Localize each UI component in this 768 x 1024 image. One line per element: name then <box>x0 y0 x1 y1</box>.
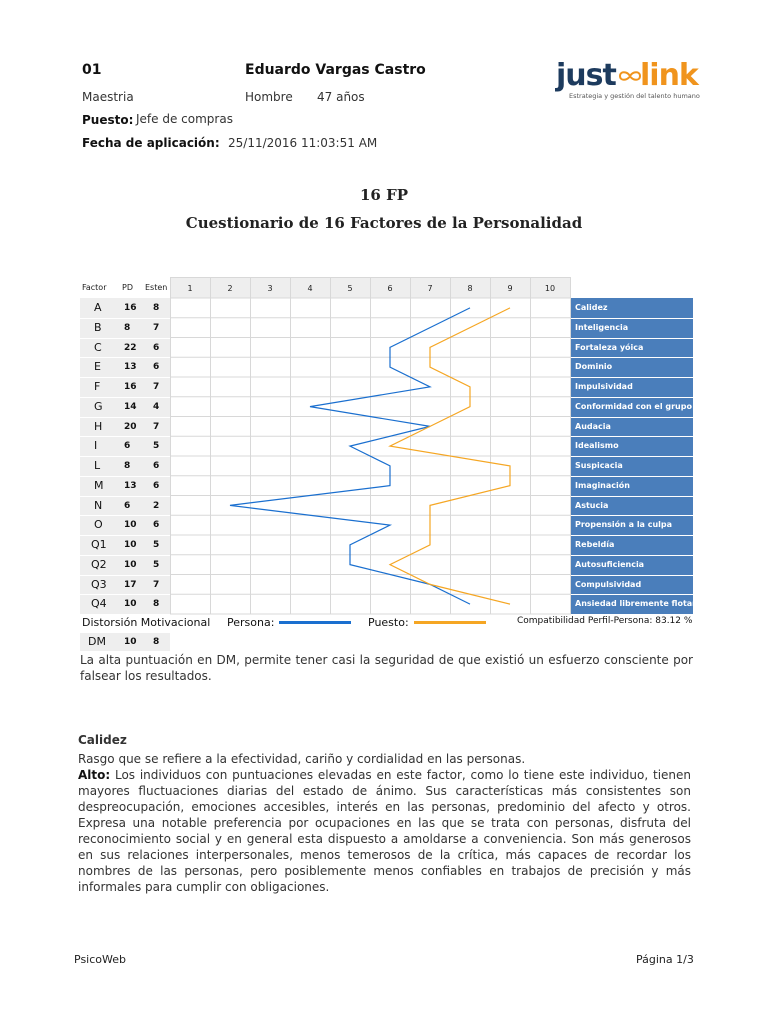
factor-esten: 7 <box>153 382 160 392</box>
compatibility-value: Compatibilidad Perfil-Persona: 83.12 % <box>517 616 693 626</box>
factor-esten: 6 <box>153 461 160 471</box>
factor-pd: 10 <box>124 559 137 570</box>
col-header-pd: PD <box>122 283 133 292</box>
row-separator <box>80 397 170 398</box>
alto-label: Alto: <box>78 768 111 782</box>
logo-tagline: Estrategia y gestión del talento humano <box>569 92 700 100</box>
label-separator <box>571 594 693 595</box>
label-separator <box>571 535 693 536</box>
factor-code: N <box>94 498 103 512</box>
company-logo <box>556 58 701 108</box>
row-separator <box>80 535 170 536</box>
factor-pd: 10 <box>124 520 137 531</box>
age: 47 años <box>317 90 365 104</box>
factor-esten: 8 <box>153 303 160 313</box>
dm-pd: 10 <box>124 637 137 647</box>
factor-pd: 10 <box>124 540 137 550</box>
factor-pd: 8 <box>124 461 131 471</box>
row-separator <box>80 417 170 418</box>
factor-code: O <box>94 518 103 532</box>
factor-esten: 6 <box>153 520 160 531</box>
label-separator <box>571 397 693 398</box>
scale-tick-label: 8 <box>467 284 473 293</box>
factor-label: Imaginación <box>575 480 630 490</box>
factor-esten: 5 <box>153 441 160 452</box>
report-title: 16 FP <box>359 186 409 204</box>
factor-esten: 6 <box>153 362 160 373</box>
row-separator <box>80 338 170 339</box>
col-header-esten: Esten <box>145 283 168 292</box>
dm-esten: 8 <box>153 637 160 647</box>
row-separator <box>80 318 170 319</box>
factor-label: Propensión a la culpa <box>575 520 673 530</box>
factor-label: Dominio <box>575 362 613 372</box>
factor-label: Astucia <box>575 500 609 510</box>
factor-code: B <box>94 320 102 334</box>
factor-pd: 10 <box>124 599 137 610</box>
factor-code: I <box>94 439 98 453</box>
factor-pd: 22 <box>124 342 137 353</box>
factor-label: Idealismo <box>575 441 619 451</box>
factor-pd: 14 <box>124 401 137 412</box>
factor-pd: 17 <box>124 579 137 590</box>
puesto-label: Puesto: <box>82 113 134 127</box>
factor-label: Autosuficiencia <box>575 559 645 569</box>
factor-pd: 13 <box>124 362 137 373</box>
row-separator <box>80 496 170 497</box>
label-separator <box>571 318 693 319</box>
factor-code: E <box>94 360 101 374</box>
factor-label: Inteligencia <box>575 322 629 332</box>
label-separator <box>571 436 693 437</box>
factor-code: Q1 <box>91 538 107 551</box>
puesto-value: Jefe de compras <box>136 112 233 126</box>
factor-esten: 5 <box>153 559 160 570</box>
report-subtitle: Cuestionario de 16 Factores de la Personalidad <box>185 214 583 232</box>
factor-code: G <box>94 399 103 413</box>
record-id: 01 <box>82 62 102 78</box>
legend-persona-swatch <box>279 621 351 624</box>
factor-code: Q2 <box>91 557 107 571</box>
factor-pd: 20 <box>124 421 137 432</box>
distortion-label: Distorsión Motivacional <box>82 616 211 629</box>
row-separator <box>80 456 170 457</box>
factor-label: Ansiedad libremente flotante <box>575 599 708 609</box>
factor-code: A <box>94 301 102 314</box>
alto-text: Los individuos con puntuaciones elevadas en este factor, como lo tiene este individuo, tienen mayores fluctuaciones diarias del estado de ánimo. Sus características más consistentes son despreocupación, emociones accesibles, interés en las personas, predominio del afecto y otros. Expresa una notable preferencia por ocupaciones en las que se trata con personas, disfruta del reconocimiento social y en general esta dispuesto a amoldarse a conveniencia. Son más generosos en sus relaciones interpersonales, menos temerosos de la crítica, más capaces de recordar los nombres de las personas, pero posiblemente menos confiables en trabajos de precisión y más informales para cumplir con obligaciones. <box>78 768 691 894</box>
row-separator <box>80 515 170 516</box>
scale-tick-label: 3 <box>267 284 273 293</box>
factor-code: H <box>94 419 103 433</box>
section-intro: Rasgo que se refiere a la efectividad, cariño y cordialidad en las personas. <box>78 752 526 766</box>
scale-tick-label: 2 <box>227 284 233 293</box>
factor-esten: 8 <box>153 599 160 610</box>
factor-code: C <box>94 340 102 354</box>
label-separator <box>571 377 693 378</box>
col-header-factor: Factor <box>82 283 107 292</box>
factor-pd: 16 <box>124 303 137 313</box>
dm-note: La alta puntuación en DM, permite tener casi la seguridad de que existió un esfuerzo consciente por falsear los resultados. <box>80 653 693 683</box>
label-separator <box>571 357 693 358</box>
scale-tick-label: 6 <box>387 284 393 293</box>
scale-tick-label: 5 <box>347 284 353 293</box>
factor-esten: 7 <box>153 322 160 333</box>
factor-esten: 7 <box>153 421 160 432</box>
factor-code: L <box>94 459 101 472</box>
section-title: Calidez <box>78 733 127 747</box>
fecha-value: 25/11/2016 11:03:51 AM <box>228 136 378 150</box>
label-separator <box>571 456 693 457</box>
factor-code: Q4 <box>91 597 107 611</box>
factor-code: M <box>94 478 104 492</box>
label-separator <box>571 555 693 556</box>
row-separator <box>80 575 170 576</box>
legend-persona-label: Persona: <box>227 616 275 629</box>
factor-pd: 6 <box>124 441 131 452</box>
footer-brand: PsicoWeb <box>74 953 126 966</box>
footer-page: Página 1/3 <box>636 953 694 966</box>
infinity-icon <box>618 70 642 82</box>
factor-esten: 5 <box>153 540 160 550</box>
factor-esten: 6 <box>153 480 160 491</box>
factor-label: Calidez <box>575 303 608 312</box>
row-separator <box>80 377 170 378</box>
label-separator <box>571 417 693 418</box>
factor-esten: 7 <box>153 579 160 590</box>
scale-tick-label: 9 <box>507 284 513 293</box>
factor-pd: 6 <box>124 500 131 511</box>
factor-esten: 6 <box>153 342 160 353</box>
legend-puesto-swatch <box>414 621 486 624</box>
profile-chart <box>170 277 571 615</box>
section-body <box>78 767 691 895</box>
dm-factor: DM <box>88 635 106 648</box>
label-separator <box>571 476 693 477</box>
row-separator <box>80 357 170 358</box>
factor-label: Impulsividad <box>575 382 633 391</box>
logo-word-just: just <box>556 58 616 93</box>
factor-pd: 13 <box>124 480 137 491</box>
factor-code: Q3 <box>91 577 107 591</box>
factor-pd: 16 <box>124 382 137 392</box>
person-name: Eduardo Vargas Castro <box>245 62 426 78</box>
label-separator <box>571 496 693 497</box>
row-separator <box>80 555 170 556</box>
factor-esten: 4 <box>153 401 160 412</box>
factor-label: Fortaleza yóica <box>575 342 644 352</box>
logo-word-link: link <box>640 58 698 93</box>
factor-code: F <box>94 380 101 393</box>
label-separator <box>571 338 693 339</box>
scale-tick-label: 1 <box>187 284 193 293</box>
gender: Hombre <box>245 90 293 104</box>
factor-label: Compulsividad <box>575 579 642 589</box>
label-separator <box>571 515 693 516</box>
scale-tick-label: 7 <box>427 284 433 293</box>
factor-esten: 2 <box>153 500 160 511</box>
factor-label: Conformidad con el grupo <box>575 401 692 411</box>
label-separator <box>571 575 693 576</box>
factor-pd: 8 <box>124 322 131 333</box>
row-separator <box>80 436 170 437</box>
factor-label: Rebeldía <box>575 540 615 549</box>
scale-tick-label: 4 <box>307 284 313 293</box>
fecha-label: Fecha de aplicación: <box>82 136 220 150</box>
factor-label: Suspicacia <box>575 461 623 470</box>
legend-puesto-label: Puesto: <box>368 616 409 629</box>
scale-tick-label: 10 <box>544 284 556 293</box>
row-separator <box>80 476 170 477</box>
factor-label: Audacia <box>575 421 611 431</box>
education: Maestria <box>82 90 134 104</box>
row-separator <box>80 594 170 595</box>
